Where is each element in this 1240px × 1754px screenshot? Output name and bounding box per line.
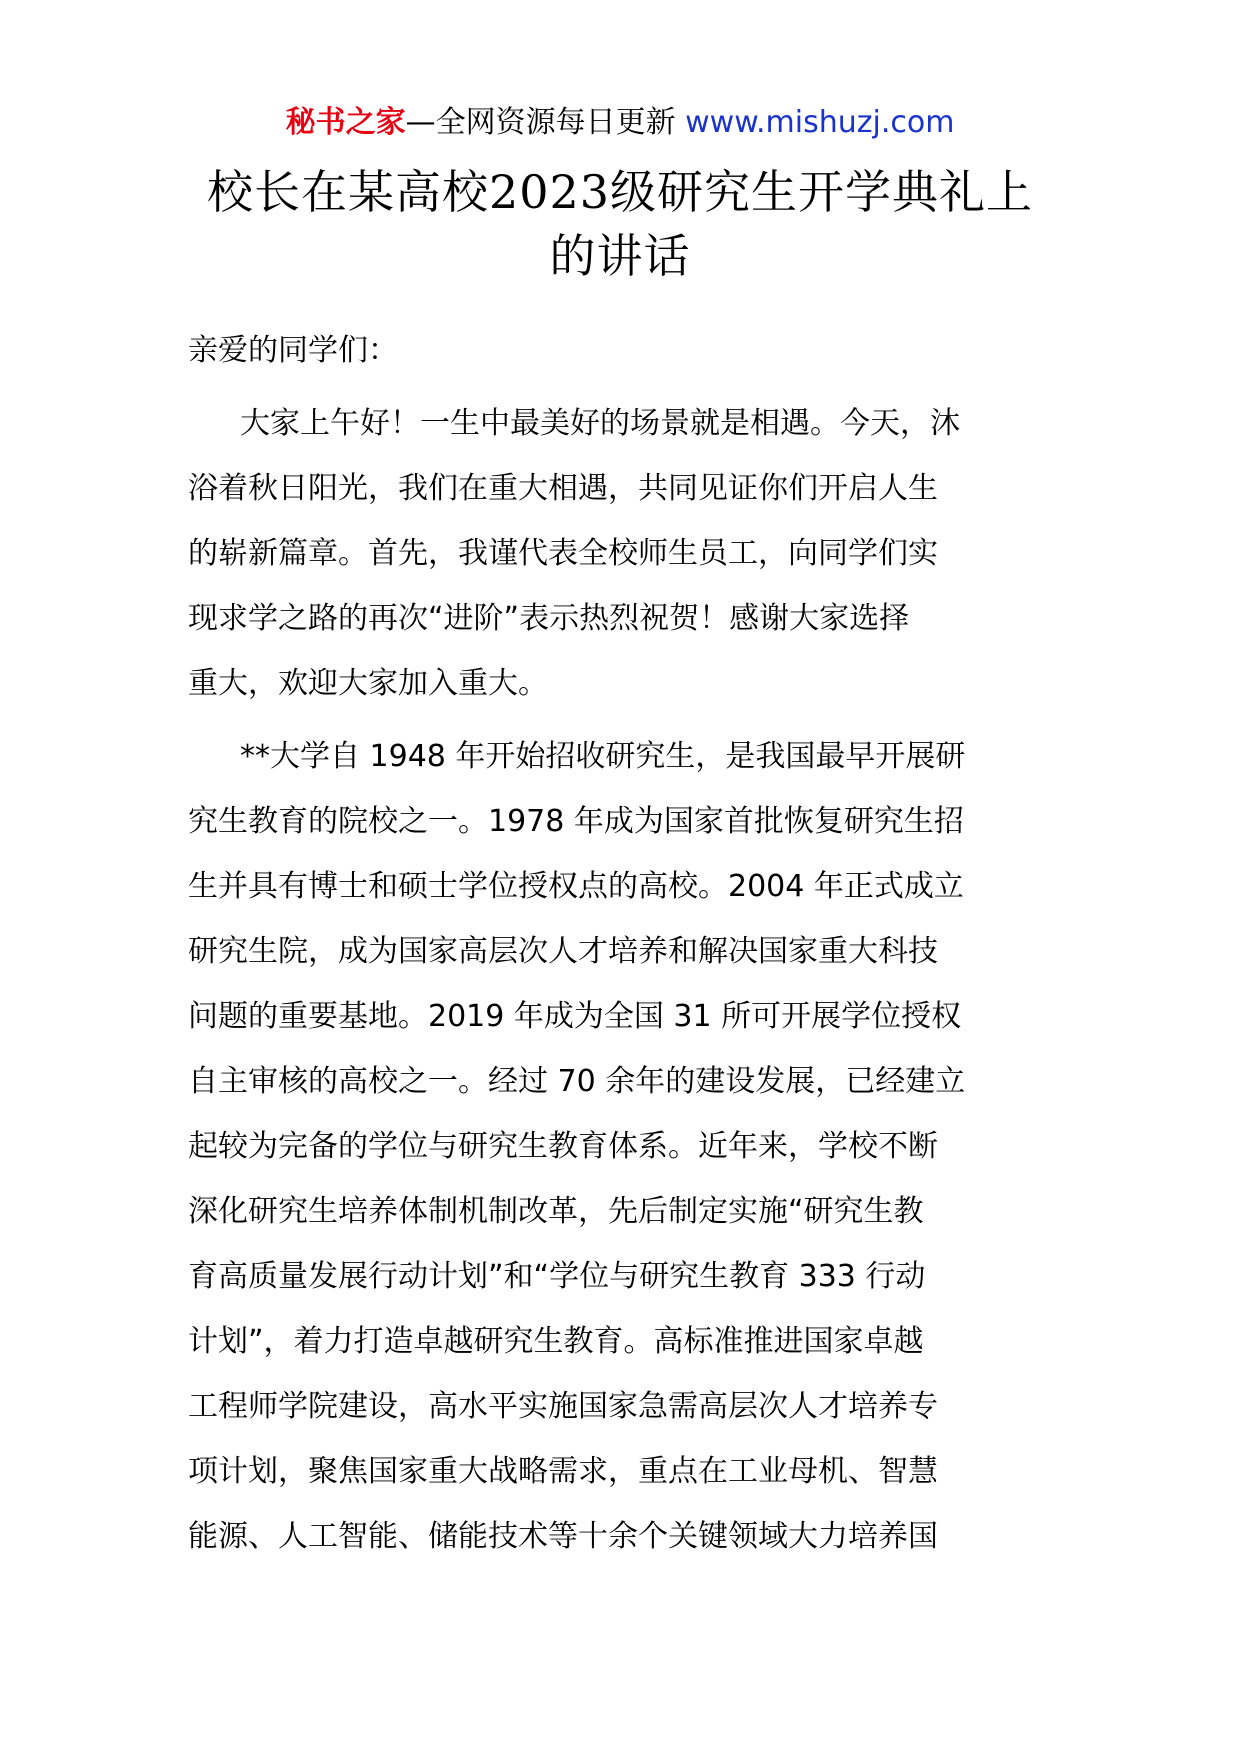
title-year: 2023 (488, 165, 611, 219)
paragraph-line: 计划”，着力打造卓越研究生教育。高标准推进国家卓越 (188, 1324, 924, 1359)
paragraph-line: 起较为完备的学位与研究生教育体系。近年来，学校不断 (188, 1129, 938, 1164)
paragraph-1 (188, 391, 1056, 716)
document-body (188, 318, 1056, 1577)
salutation: 亲爱的同学们： (188, 333, 398, 368)
paragraph-line: 浴着秋日阳光，我们在重大相遇，共同见证你们开启人生 (188, 471, 938, 506)
paragraph-line: 能源、人工智能、储能技术等十余个关键领域大力培养国 (188, 1519, 938, 1554)
paragraph-line: 自主审核的高校之一。经过 70 余年的建设发展，已经建立 (188, 1064, 966, 1099)
paragraph-line: 工程师学院建设，高水平实施国家急需高层次人才培养专 (188, 1389, 938, 1424)
paragraph-line: 研究生院，成为国家高层次人才培养和解决国家重大科技 (188, 934, 938, 969)
paragraph-line: 生并具有博士和硕士学位授权点的高校。2004 年正式成立 (188, 869, 964, 904)
paragraph-line: 深化研究生培养体制机制改革，先后制定实施“研究生教 (188, 1194, 924, 1229)
paragraph-line: 的崭新篇章。首先，我谨代表全校师生员工，向同学们实 (188, 536, 938, 571)
site-url-link[interactable]: www.mishuzj.com (685, 105, 955, 140)
document-title (190, 160, 1050, 288)
paragraph-line: 大家上午好！一生中最美好的场景就是相遇。今天，沐 (240, 406, 960, 441)
title-part2: 级研究生开学典礼上 (610, 165, 1034, 219)
paragraph-2 (188, 724, 1056, 1569)
paragraph-line: 究生教育的院校之一。1978 年成为国家首批恢复研究生招 (188, 804, 964, 839)
paragraph-line: **大学自 1948 年开始招收研究生，是我国最早开展研 (240, 739, 966, 774)
paragraph-line: 项计划，聚焦国家重大战略需求，重点在工业母机、智慧 (188, 1454, 938, 1489)
paragraph-line: 育高质量发展行动计划”和“学位与研究生教育 333 行动 (188, 1259, 926, 1294)
brand-name: 秘书之家 (285, 105, 406, 140)
paragraph-line: 现求学之路的再次“进阶”表示热烈祝贺！感谢大家选择 (188, 601, 910, 636)
header-tagline: —全网资源每日更新 (405, 105, 676, 140)
title-line2: 的讲话 (549, 229, 691, 283)
title-part1: 校长在某高校 (206, 165, 489, 219)
site-header (0, 100, 1240, 146)
paragraph-line: 重大，欢迎大家加入重大。 (188, 666, 548, 701)
paragraph-line: 问题的重要基地。2019 年成为全国 31 所可开展学位授权 (188, 999, 962, 1034)
